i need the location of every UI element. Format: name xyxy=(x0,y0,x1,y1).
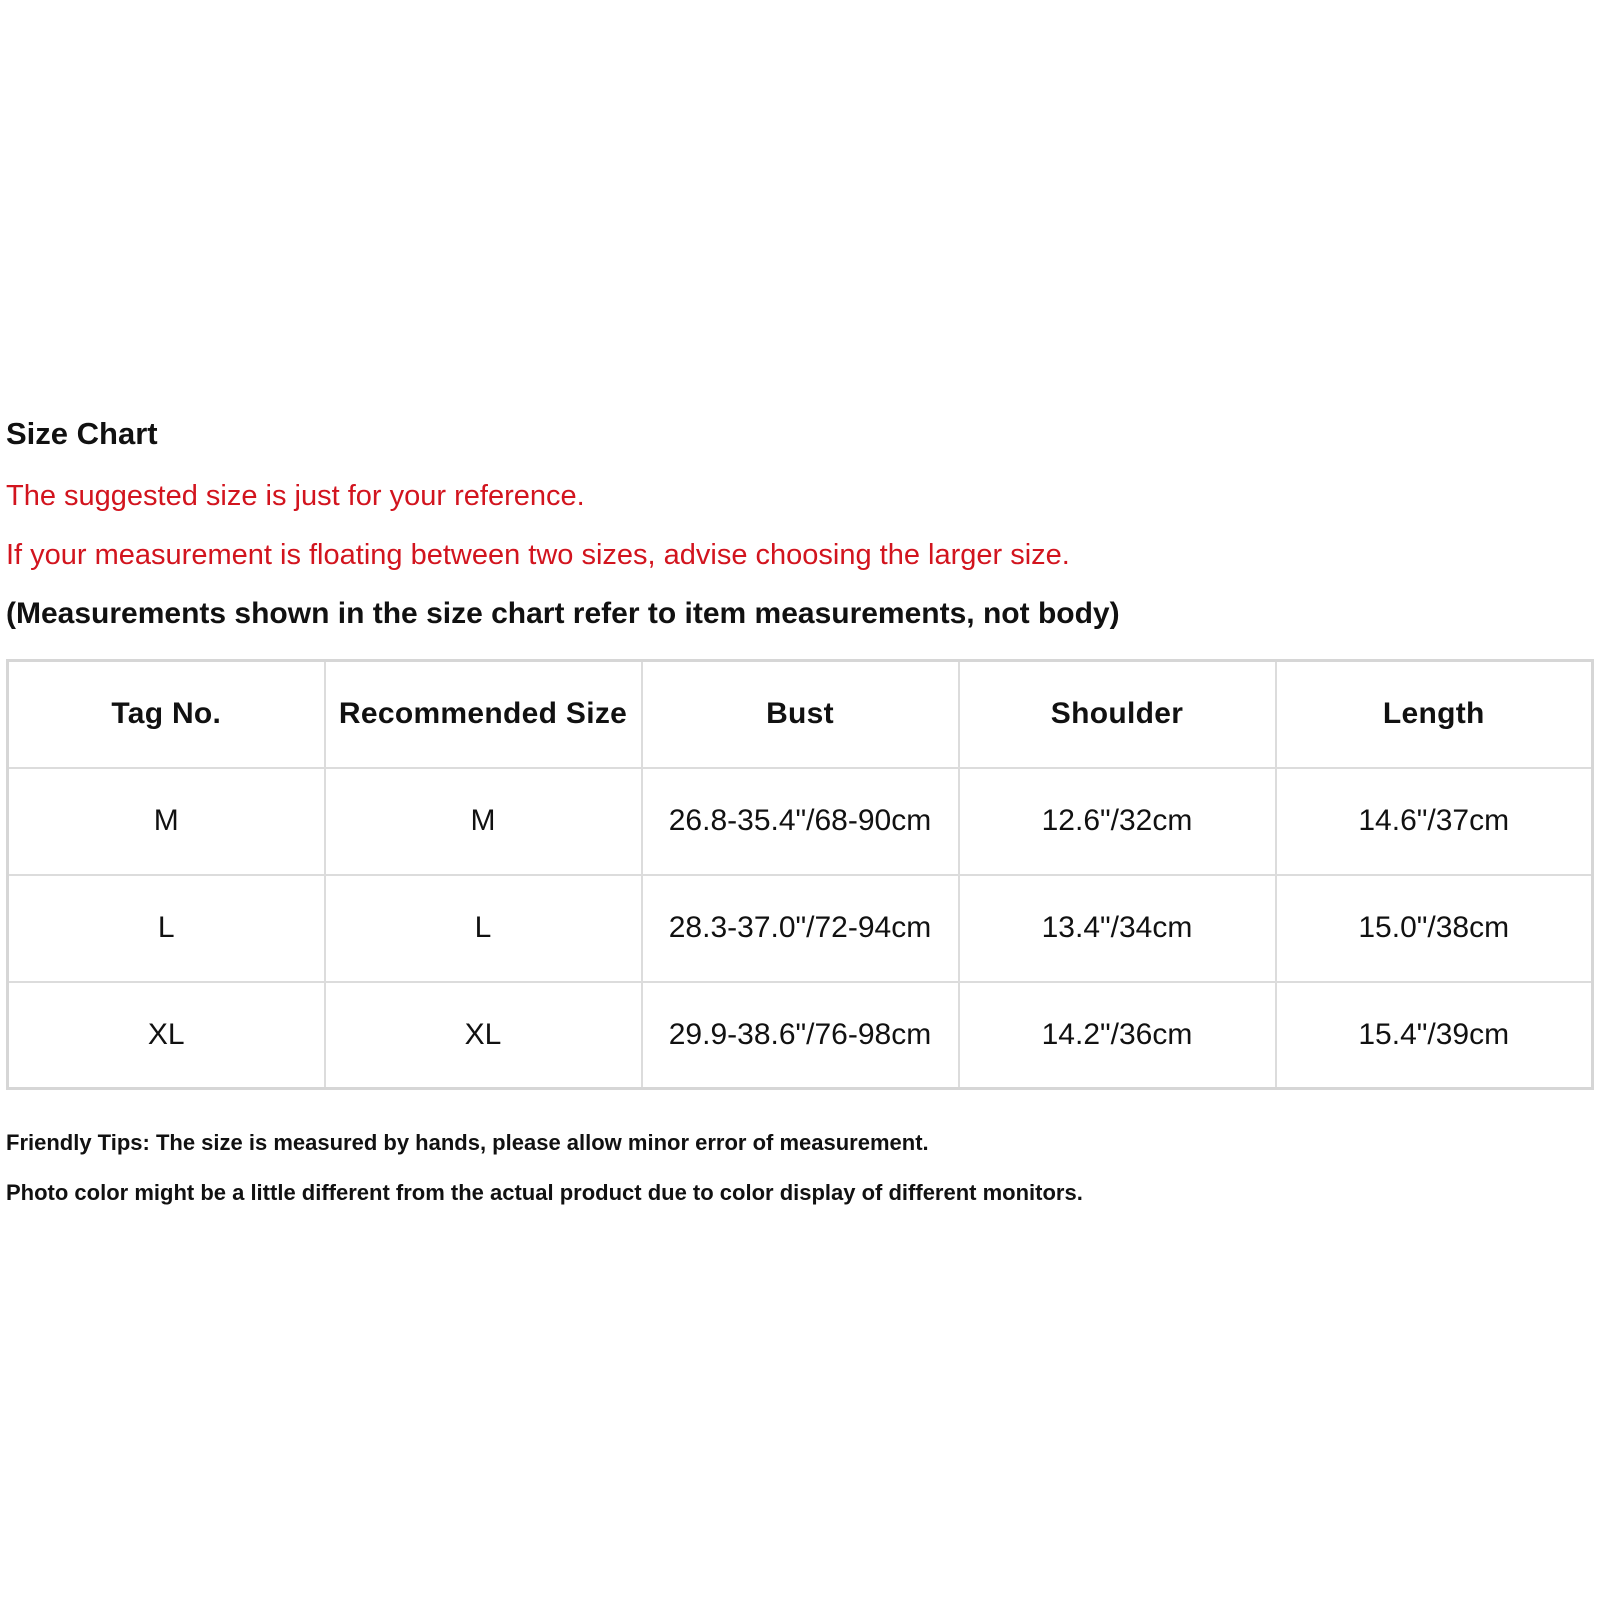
table-row xyxy=(8,875,1593,982)
table-header-row xyxy=(8,661,1593,768)
cell-tag-no: L xyxy=(8,875,325,982)
sizing-advice-notice: If your measurement is floating between two sizes, advise choosing the larger size. xyxy=(6,539,1070,571)
header-recommended-size: Recommended Size xyxy=(325,661,642,768)
cell-bust: 28.3-37.0"/72-94cm xyxy=(642,875,959,982)
cell-shoulder: 14.2"/36cm xyxy=(959,982,1276,1089)
friendly-tip: Friendly Tips: The size is measured by hands, please allow minor error of measurement. xyxy=(6,1130,929,1155)
reference-notice: The suggested size is just for your reference. xyxy=(6,480,585,512)
header-tag-no: Tag No. xyxy=(8,661,325,768)
cell-tag-no: M xyxy=(8,768,325,875)
table-row xyxy=(8,768,1593,875)
cell-length: 14.6"/37cm xyxy=(1276,768,1593,875)
page-title: Size Chart xyxy=(6,416,158,451)
cell-length: 15.4"/39cm xyxy=(1276,982,1593,1089)
header-shoulder: Shoulder xyxy=(959,661,1276,768)
size-table xyxy=(6,659,1594,1090)
header-bust: Bust xyxy=(642,661,959,768)
cell-recommended-size: L xyxy=(325,875,642,982)
header-length: Length xyxy=(1276,661,1593,768)
photo-color-note: Photo color might be a little different from the actual product due to color display of different monitors. xyxy=(6,1180,1083,1205)
cell-recommended-size: XL xyxy=(325,982,642,1089)
table-row xyxy=(8,982,1593,1089)
cell-bust: 29.9-38.6"/76-98cm xyxy=(642,982,959,1089)
cell-shoulder: 12.6"/32cm xyxy=(959,768,1276,875)
measurement-disclaimer: (Measurements shown in the size chart refer to item measurements, not body) xyxy=(6,597,1120,630)
cell-bust: 26.8-35.4"/68-90cm xyxy=(642,768,959,875)
cell-tag-no: XL xyxy=(8,982,325,1089)
cell-length: 15.0"/38cm xyxy=(1276,875,1593,982)
cell-recommended-size: M xyxy=(325,768,642,875)
cell-shoulder: 13.4"/34cm xyxy=(959,875,1276,982)
